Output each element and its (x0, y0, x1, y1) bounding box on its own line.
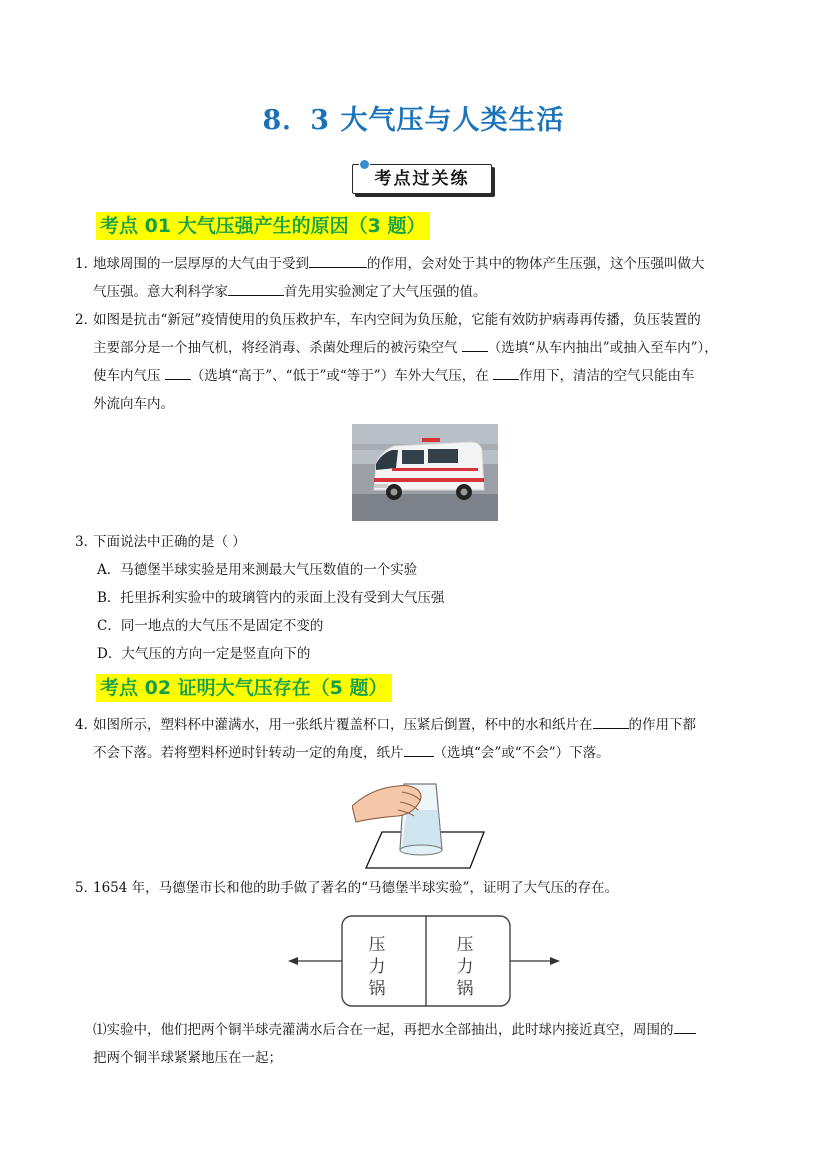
question-number: 1． (75, 256, 98, 272)
q4-text-2b: （选填“会”或“不会”）下落。 (433, 745, 610, 761)
q2-text-2a: 主要部分是一个抽气机，将经消毒、杀菌处理后的被污染空气 (93, 340, 458, 356)
q1-text-1a: 地球周围的一层厚厚的大气由于受到 (93, 256, 309, 272)
q1-text-2a: 气压强。意大利科学家 (93, 284, 228, 300)
question-3 (75, 528, 755, 556)
q5-sub1-text-a: ⑴实验中，他们把两个铜半球壳灌满水后合在一起，再把水全部抽出，此时球内接近真空，周围的 (93, 1022, 674, 1038)
pot-char: 压 (368, 935, 386, 955)
question-2 (75, 306, 755, 418)
inverted-cup-image (352, 770, 492, 872)
question-number: 3． (75, 534, 98, 550)
q5-sub1-text-b: 把两个铜半球紧紧地压在一起； (93, 1050, 282, 1066)
badge-dot-icon (359, 159, 370, 170)
q4-text-1a: 如图所示，塑料杯中灌满水，用一张纸片覆盖杯口，压紧后倒置，杯中的水和纸片在 (93, 717, 593, 733)
q2-text-3a: 使车内气压 (93, 368, 161, 384)
page-title: 8．3 大气压与人类生活 (262, 105, 565, 136)
answer-blank[interactable] (462, 337, 488, 352)
q3-stem: 下面说法中正确的是（ ） (93, 534, 246, 550)
q4-text-1b: 的作用下都 (628, 717, 696, 733)
question-5 (75, 874, 755, 902)
q2-text-1: 如图是抗击“新冠”疫情使用的负压救护车，车内空间为负压舱，它能有效防护病毒再传播，负压装置的 (93, 312, 701, 328)
q2-text-3c: 作用下，清洁的空气只能由车 (519, 368, 695, 384)
option-a[interactable]: A．马德堡半球实验是用来测最大气压数值的一个实验 (97, 562, 418, 578)
section-heading-02: 考点 02 证明大气压存在（5 题） (96, 674, 392, 702)
q1-text-2b: 首先用实验测定了大气压强的值。 (284, 284, 487, 300)
q5-stem: 1654 年，马德堡市长和他的助手做了著名的“马德堡半球实验”，证明了大气压的存在。 (93, 880, 618, 896)
question-1 (75, 250, 755, 306)
pot-char: 压 (456, 935, 474, 955)
pot-label-left (362, 934, 392, 1000)
answer-blank[interactable] (593, 714, 629, 729)
answer-blank[interactable] (228, 281, 284, 296)
pot-char: 锅 (456, 979, 474, 999)
q2-text-3b: （选填“高于”、“低于”或“等于”）车外大气压，在 (190, 368, 489, 384)
q4-text-2a: 不会下落。若将塑料杯逆时针转动一定的角度，纸片 (93, 745, 404, 761)
pot-char: 力 (368, 957, 386, 977)
answer-blank[interactable] (404, 742, 434, 757)
answer-blank[interactable] (674, 1019, 696, 1034)
exam-points-badge (346, 158, 496, 198)
answer-blank[interactable] (165, 365, 191, 380)
pot-label-right (450, 934, 480, 1000)
question-4 (75, 711, 755, 767)
question-5-part-1 (75, 1016, 755, 1072)
pot-char: 力 (456, 957, 474, 977)
option-d[interactable]: D．大气压的方向一定是竖直向下的 (97, 646, 311, 662)
answer-blank[interactable] (309, 253, 367, 268)
section-heading-01: 考点 01 大气压强产生的原因（3 题） (96, 212, 430, 240)
option-c[interactable]: C．同一地点的大气压不是固定不变的 (97, 618, 324, 634)
pot-char: 锅 (368, 979, 386, 999)
q1-text-1b: 的作用，会对处于其中的物体产生压强，这个压强叫做大 (367, 256, 705, 272)
badge-label: 考点过关练 (352, 164, 492, 194)
answer-blank[interactable] (493, 365, 519, 380)
magdeburg-hemispheres-diagram (286, 912, 562, 1008)
q2-text-2b: （选填“从车内抽出”或抽入至车内”）， (487, 340, 718, 356)
q2-text-4: 外流向车内。 (93, 396, 174, 412)
option-b[interactable]: B．托里拆利实验中的玻璃管内的汞面上没有受到大气压强 (97, 590, 445, 606)
ambulance-image (352, 424, 498, 521)
question-number: 2． (75, 312, 98, 328)
question-number: 4． (75, 717, 98, 733)
question-number: 5． (75, 880, 98, 896)
